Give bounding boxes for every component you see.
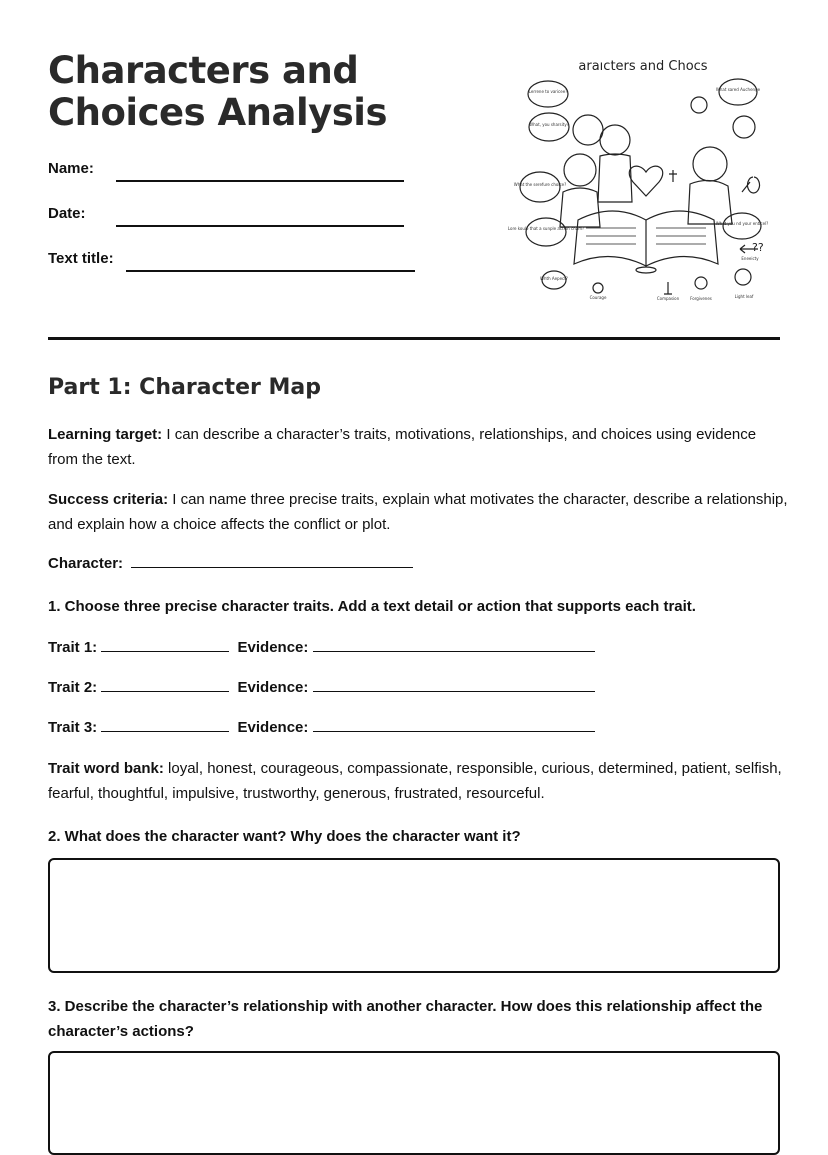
evidence-field[interactable] bbox=[313, 679, 595, 692]
bubble-text: Whth Aepect? bbox=[540, 276, 568, 281]
evidence-label: Evidence: bbox=[237, 639, 309, 656]
question-2: 2. What does the character want? Why does the character want it? bbox=[48, 828, 521, 845]
trait-label: Trait 1: bbox=[48, 639, 98, 656]
heart-icon bbox=[629, 166, 662, 196]
cross-icon bbox=[669, 170, 677, 182]
child-head bbox=[573, 115, 603, 145]
word-bank-label: Trait word bank: bbox=[48, 760, 164, 777]
character-field[interactable] bbox=[131, 555, 413, 568]
trait-label: Trait 3: bbox=[48, 719, 98, 736]
evidence-field[interactable] bbox=[313, 639, 595, 652]
trait-field[interactable] bbox=[101, 719, 229, 732]
trait-row bbox=[48, 719, 595, 736]
bubble-text: What the serefure choice? bbox=[513, 182, 567, 187]
worksheet-title: Characters and Choices Analysis bbox=[48, 49, 388, 134]
text-title-label: Text title: bbox=[48, 250, 114, 267]
text-title-field[interactable] bbox=[126, 270, 415, 272]
icon-label: Light leaf bbox=[734, 294, 754, 299]
bulb-icon bbox=[695, 277, 707, 289]
bubble-text: Lore koulo that a sunple action cham? bbox=[507, 226, 585, 231]
bubble-text: What, you sharsity? bbox=[529, 122, 569, 127]
svg-text:??: ?? bbox=[752, 241, 764, 254]
section-divider bbox=[48, 337, 780, 340]
speech-bubble bbox=[529, 113, 569, 141]
question-1: 1. Choose three precise character traits. Add a text detail or action that supports each trait. bbox=[48, 598, 696, 615]
name-label: Name: bbox=[48, 160, 94, 177]
bubble-text: What you nd your enticel? bbox=[715, 221, 769, 226]
answer-box-3[interactable] bbox=[48, 1051, 780, 1155]
bubble-text: What sared Auchenge bbox=[715, 87, 761, 92]
trait-label: Trait 2: bbox=[48, 679, 98, 696]
word-bank-text: loyal, honest, courageous, compassionate, responsible, curious, determined, patient, selfish, fearful, thoughtful, impulsive, trustworthy, generous, frustrated, resourceful. bbox=[48, 760, 782, 802]
icon-label: Eneeicty bbox=[741, 256, 759, 261]
answer-box-2[interactable] bbox=[48, 858, 780, 973]
evidence-label: Evidence: bbox=[237, 679, 309, 696]
learning-target-label: Learning target: bbox=[48, 426, 163, 443]
part1-heading: Part 1: Character Map bbox=[48, 375, 321, 400]
character-row bbox=[48, 555, 413, 572]
icon-label: Compasion bbox=[656, 296, 680, 301]
speech-bubble bbox=[723, 213, 761, 239]
child-head bbox=[564, 154, 596, 186]
icon-label: Courage bbox=[589, 295, 607, 300]
trait-word-bank bbox=[48, 756, 788, 806]
face-icon bbox=[691, 97, 707, 113]
learning-target-text: I can describe a character’s traits, motivations, relationships, and choices using evidence from the text. bbox=[48, 426, 757, 468]
character-label: Character: bbox=[48, 555, 124, 572]
face-icon bbox=[733, 116, 755, 138]
success-criteria-label: Success criteria: bbox=[48, 491, 169, 508]
trait-field[interactable] bbox=[101, 639, 229, 652]
bubble-text: Lerrene to varicee? bbox=[528, 89, 568, 94]
coin-icon bbox=[593, 283, 603, 293]
speech-bubble bbox=[520, 172, 560, 202]
magnifier-icon bbox=[742, 177, 760, 193]
illustration-caption: araıcters and Chocs bbox=[578, 59, 708, 74]
evidence-label: Evidence: bbox=[237, 719, 309, 736]
success-criteria-text: I can name three precise traits, explain what motivates the character, describe a relationship, and explain how a choice affects the conflict or plot. bbox=[48, 491, 788, 533]
learning-target bbox=[48, 422, 788, 472]
date-field[interactable] bbox=[116, 225, 404, 227]
question-3: 3. Describe the character’s relationship with another character. How does this relationship affect the character’s actions? bbox=[48, 998, 763, 1040]
child-head bbox=[600, 125, 630, 155]
evidence-field[interactable] bbox=[313, 719, 595, 732]
pawn-icon bbox=[664, 282, 672, 294]
characters-illustration bbox=[507, 52, 769, 310]
icon-label: Forgivenes bbox=[690, 296, 712, 301]
trait-field[interactable] bbox=[101, 679, 229, 692]
trait-row bbox=[48, 639, 595, 656]
success-criteria bbox=[48, 487, 788, 537]
child-head bbox=[693, 147, 727, 181]
speech-bubble bbox=[719, 79, 757, 105]
name-field[interactable] bbox=[116, 180, 404, 182]
speech-bubble bbox=[528, 81, 568, 107]
bulb-icon bbox=[735, 269, 751, 285]
trait-row bbox=[48, 679, 595, 696]
date-label: Date: bbox=[48, 205, 86, 222]
